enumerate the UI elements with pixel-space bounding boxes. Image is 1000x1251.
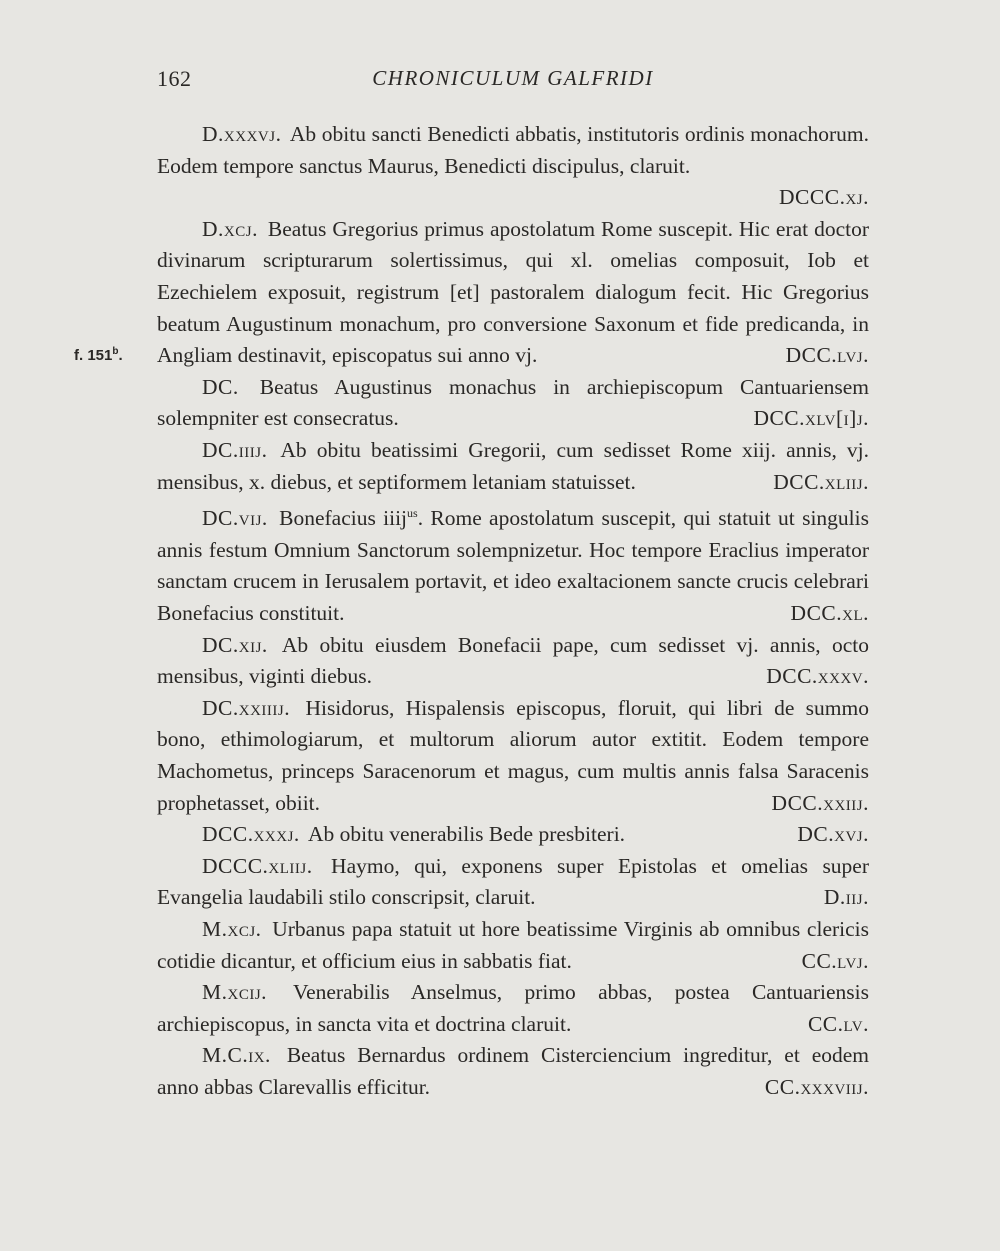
- entry-year: M.xcij.: [202, 980, 268, 1005]
- entry-superscript: us: [407, 506, 418, 521]
- entry-paragraph: [157, 851, 869, 914]
- chronicle-entry: [157, 977, 869, 1040]
- entry-text: Ab obitu beatissimi Gregorii, cum sedisset Rome xiij. annis, vj. mensibus, x. diebus, et septiformem letaniam statuisset.: [157, 437, 869, 494]
- chronicle-entry: [157, 498, 869, 630]
- entry-text: Urbanus papa statuit ut hore beatissime Virginis ab omnibus clericis cotidie dicantur, et officium eius in sabbatis fiat.: [157, 917, 869, 973]
- page-header: [157, 66, 869, 100]
- chronicle-entry: [157, 630, 869, 693]
- entry-text: Venerabilis Anselmus, primo abbas, postea Cantuariensis archiepiscopus, in sancta vita et doctrina claruit.: [157, 980, 869, 1036]
- entry-paragraph: [157, 977, 869, 1040]
- chronicle-entry: [157, 214, 869, 372]
- entry-paragraph: [157, 214, 869, 372]
- entry-year: D.xxxvj.: [202, 122, 282, 146]
- entry-year: DCC.xxxj.: [202, 822, 300, 847]
- entry-amount: DCCC.xj.: [779, 185, 869, 210]
- entry-paragraph: [157, 693, 869, 819]
- entry-amount: DC.xvj.: [797, 822, 869, 847]
- entry-text: Beatus Gregorius primus apostolatum Rome suscepit. Hic erat doctor divinarum scripturarum solertissimus, qui xl. omelias composuit, Iob et Ezechielem exposuit, registrum [et] pastoralem dialogum fecit. Hic Gregorius beatum Augustinum monachum, pro conversione Saxonum et fide predicanda, in Angliam destinavit, episcopatus sui anno vj.: [157, 216, 870, 368]
- entry-amount-wrap: [739, 882, 869, 914]
- entry-text: Hisidorus, Hispalensis episcopus, floruit, qui libri de summo bono, ethimologiarum, et multorum aliorum autor extitit. Eodem tempore Machometus, princeps Saracenorum et magus, cum multis annis falsa Saracenis prophetasset, obiit.: [157, 695, 869, 815]
- entry-paragraph: [157, 1040, 869, 1103]
- entry-amount: DCC.xliij.: [773, 469, 869, 494]
- entry-amount: DCC.xl.: [790, 601, 869, 626]
- entry-amount: CC.lv.: [807, 1011, 869, 1036]
- entry-paragraph: [157, 819, 869, 851]
- entry-text: Ab obitu eiusdem Bonefacii pape, cum sedisset vj. annis, octo mensibus, viginti diebus.: [157, 632, 869, 689]
- entry-amount-wrap: [681, 661, 869, 693]
- entry-paragraph: [157, 914, 869, 977]
- entry-amount-wrap: [717, 946, 869, 978]
- entry-text: . Rome apostolatum suscepit, qui statuit ut singulis annis festum Omnium Sanctorum solempnizetur. Hoc tempore Eraclius imperator sanctam crucem in Ierusalem portavit, et ideo exaltacionem sancte crucis celebrari Bonefacius constituit.: [157, 506, 869, 626]
- entry-year: DC.xxiiij.: [202, 695, 291, 720]
- folio-margin-note: [74, 346, 123, 364]
- entry-amount: DCC.xlv[i]j.: [753, 406, 869, 431]
- entry-amount: DCC.lvj.: [785, 343, 869, 368]
- entry-amount-wrap: [701, 340, 869, 372]
- entry-text: Ab obitu sancti Benedicti abbatis, institutoris ordinis monachorum. Eodem tempore sanctus Maurus, Benedicti discipulus, claruit.: [157, 122, 869, 178]
- folio-superscript: b: [112, 346, 119, 357]
- page-number: 162: [157, 66, 192, 91]
- entry-text-before-sup: Bonefacius iiij: [279, 506, 408, 531]
- entry-year: DC.iiij.: [202, 437, 268, 462]
- entry-year: M.C.ix.: [202, 1043, 271, 1068]
- entry-amount-wrap: [668, 403, 869, 435]
- chronicle-entry: [157, 1040, 869, 1103]
- entry-paragraph: [157, 630, 869, 693]
- entry-paragraph: [157, 372, 869, 435]
- entry-amount-wrap: [706, 598, 869, 630]
- chronicle-entry: [157, 693, 869, 819]
- folio-label: f. 151: [74, 347, 113, 364]
- chronicle-entry: [157, 851, 869, 914]
- chronicle-entry: [157, 119, 869, 214]
- folio-suffix: .: [118, 347, 123, 364]
- entry-year: D.xcj.: [202, 216, 258, 241]
- running-title: CHRONICULUM GALFRIDI: [372, 66, 654, 90]
- entry-year: DC.vij.: [202, 506, 268, 531]
- chronicle-entry: [157, 372, 869, 435]
- entry-amount-wrap: [712, 819, 869, 851]
- entry-amount: DCC.xxxv.: [766, 664, 869, 689]
- chronicle-entry: [157, 819, 869, 851]
- entry-amount-wrap: [688, 467, 869, 499]
- entry-amount: DCC.xxiij.: [771, 790, 869, 815]
- entry-year: DC.xij.: [202, 632, 268, 657]
- entry-paragraph: [157, 498, 869, 630]
- entry-paragraph: [157, 435, 869, 498]
- chronicle-text: [157, 119, 869, 1104]
- entry-year: DC.: [202, 374, 239, 399]
- entry-amount: CC.xxxviij.: [764, 1074, 869, 1099]
- entry-amount-wrap: [680, 1072, 869, 1104]
- entry-amount: CC.lvj.: [801, 948, 869, 973]
- entry-amount-line: [157, 182, 869, 214]
- chronicle-entry: [157, 435, 869, 498]
- entry-year: DCCC.xliij.: [202, 853, 313, 878]
- entry-amount-wrap: [687, 788, 869, 820]
- chronicle-entry: [157, 914, 869, 977]
- entry-amount: D.iij.: [823, 885, 869, 910]
- entry-paragraph: [157, 119, 869, 182]
- entry-text: Beatus Bernardus ordinem Cisterciencium ingreditur, et eodem anno abbas Clarevallis efficitur.: [157, 1043, 870, 1099]
- entry-amount-wrap: [723, 1009, 869, 1041]
- entry-text: Haymo, qui, exponens super Epistolas et omelias super Evangelia laudabili stilo conscripsit, claruit.: [157, 853, 870, 910]
- entry-text: Ab obitu venerabilis Bede presbiteri.: [308, 822, 626, 847]
- entry-year: M.xcj.: [202, 917, 262, 941]
- entry-text: Beatus Augustinus monachus in archiepiscopum Cantuariensem solempniter est consecratus.: [157, 374, 869, 431]
